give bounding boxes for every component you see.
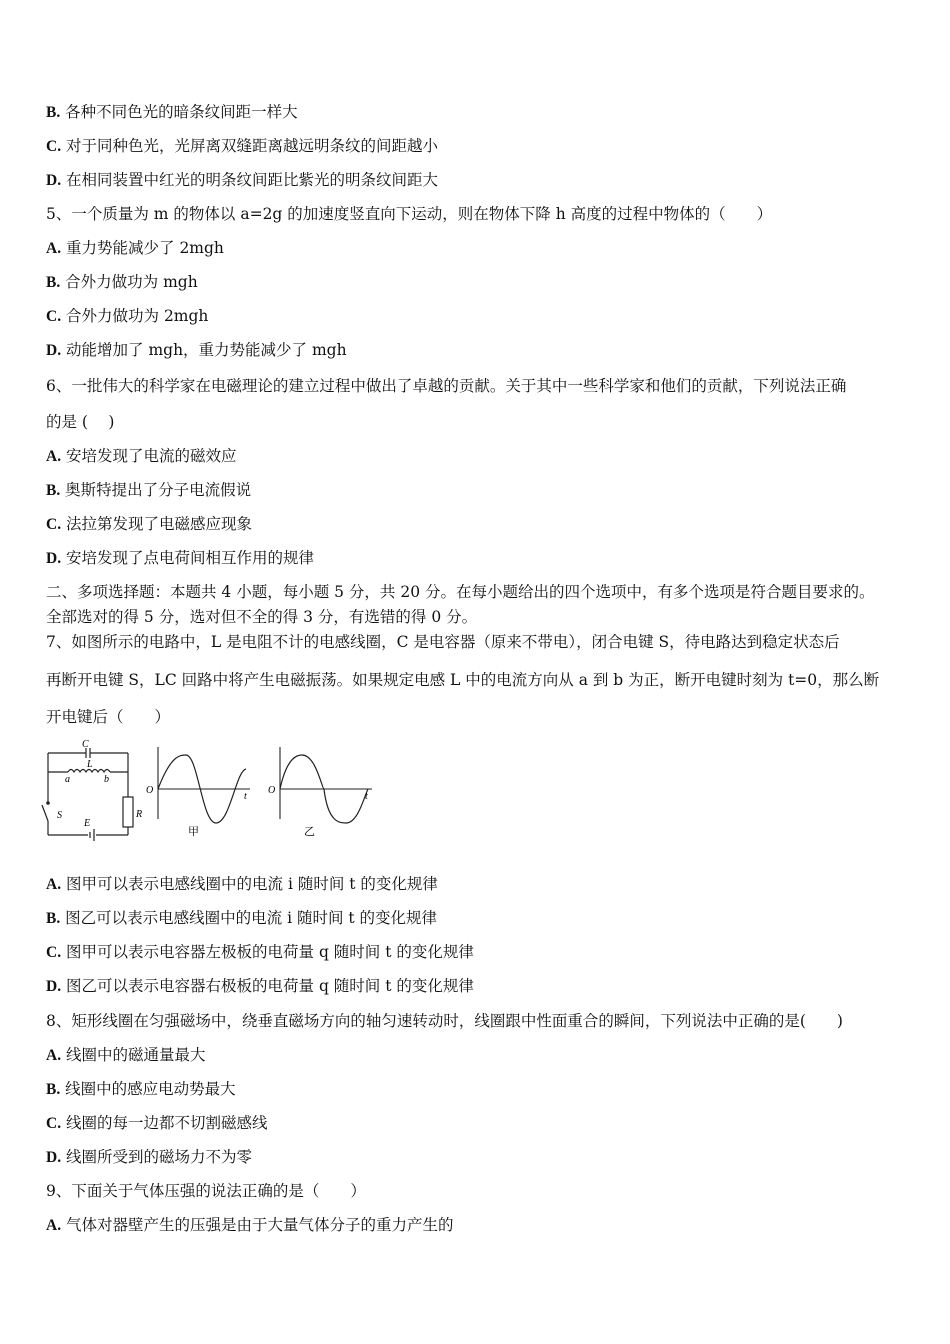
q9-stem: [46, 1181, 366, 1201]
option-text: 奥斯特提出了分子电流假说: [65, 481, 252, 499]
q5-stem: [46, 204, 772, 224]
graph-jia-caption: 甲: [188, 826, 199, 838]
option-label: A.: [46, 1047, 62, 1064]
q8-option-a: [46, 1045, 206, 1066]
q6-option-c: [46, 514, 252, 535]
graph-yi-axis-label: t: [365, 791, 368, 802]
label-c: C: [82, 739, 89, 750]
option-label: B.: [46, 1081, 61, 1098]
q6-stem-line1: [46, 376, 846, 396]
option-text: 法拉第发现了电磁感应现象: [66, 515, 253, 533]
option-text: 线圈中的磁通量最大: [66, 1046, 206, 1064]
q8-option-b: [46, 1079, 236, 1100]
q7-figure-svg: [40, 735, 380, 845]
label-l: L: [87, 759, 93, 770]
q6-option-b: [46, 480, 251, 501]
graph-jia-axis-label: t: [244, 791, 247, 802]
option-text: 合外力做功为 2mgh: [66, 307, 209, 325]
option-text: 对于同种色光，光屏离双缝距离越远明条纹的间距越小: [66, 137, 439, 155]
option-text: 安培发现了电流的磁效应: [66, 447, 237, 465]
option-text: 气体对器壁产生的压强是由于大量气体分子的重力产生的: [66, 1216, 454, 1234]
option-text: 线圈的每一边都不切割磁感线: [66, 1114, 268, 1132]
q7-stem-line2: [46, 670, 879, 690]
q5-option-a: [46, 238, 224, 259]
q8-option-d: [46, 1147, 252, 1168]
option-label: B.: [46, 104, 61, 121]
q6-stem-line2: [46, 412, 114, 432]
option-text: 安培发现了点电荷间相互作用的规律: [66, 549, 315, 567]
label-e: E: [84, 818, 91, 829]
option-text: 重力势能减少了 2mgh: [66, 239, 224, 257]
option-label: C.: [46, 516, 62, 533]
graph-jia-axes: [158, 747, 250, 819]
option-label: A.: [46, 240, 62, 257]
q4-option-c: [46, 136, 438, 157]
option-label: D.: [46, 172, 62, 189]
section-heading-line2: [46, 607, 477, 627]
q7-figure: [40, 735, 380, 845]
q7-option-d: [46, 976, 474, 997]
q5-option-c: [46, 306, 208, 327]
q9-option-a: [46, 1215, 454, 1236]
option-label: B.: [46, 482, 61, 499]
q7-option-c: [46, 942, 474, 963]
section-text: 全部选对的得 5 分，选对但不全的得 3 分，有选错的得 0 分。: [46, 608, 478, 626]
q5-option-d: [46, 340, 347, 361]
option-text: 各种不同色光的暗条纹间距一样大: [65, 103, 298, 121]
option-label: A.: [46, 448, 62, 465]
question-text: 6、一批伟大的科学家在电磁理论的建立过程中做出了卓越的贡献。关于其中一些科学家和他们的贡献，下列说法正确: [46, 377, 847, 395]
option-label: D.: [46, 342, 62, 359]
question-text: 7、如图所示的电路中，L 是电阻不计的电感线圈，C 是电容器（原来不带电），闭合电键 S，待电路达到稳定状态后: [46, 633, 840, 651]
label-b: b: [104, 774, 109, 785]
option-label: D.: [46, 978, 62, 995]
option-label: D.: [46, 550, 62, 567]
graph-yi-origin: O: [268, 785, 276, 796]
graph-jia-origin: O: [146, 785, 154, 796]
question-text: 8、矩形线圈在匀强磁场中，绕垂直磁场方向的轴匀速转动时，线圈跟中性面重合的瞬间，下列说法中正确的是( ): [46, 1012, 843, 1030]
option-label: C.: [46, 138, 62, 155]
option-label: B.: [46, 274, 61, 291]
option-text: 在相同装置中红光的明条纹间距比紫光的明条纹间距大: [66, 171, 439, 189]
section-text: 二、多项选择题：本题共 4 小题，每小题 5 分，共 20 分。在每小题给出的四个选项中，有多个选项是符合题目要求的。: [46, 583, 875, 601]
q8-stem: [46, 1011, 843, 1031]
q8-option-c: [46, 1113, 268, 1134]
label-s: S: [57, 810, 62, 821]
question-text: 的是 ( ): [46, 413, 115, 431]
option-text: 动能增加了 mgh，重力势能减少了 mgh: [66, 341, 347, 359]
option-label: D.: [46, 1149, 62, 1166]
q6-option-a: [46, 446, 237, 467]
option-label: B.: [46, 910, 61, 927]
question-text: 开电键后（ ）: [46, 708, 171, 726]
option-label: C.: [46, 1115, 62, 1132]
graph-yi-caption: 乙: [304, 826, 315, 838]
question-text: 再断开电键 S，LC 回路中将产生电磁振荡。如果规定电感 L 中的电流方向从 a 到 b 为正，断开电键时刻为 t=0，那么断: [46, 671, 880, 689]
q7-stem-line3: [46, 707, 170, 727]
option-label: A.: [46, 1217, 62, 1234]
option-text: 线圈所受到的磁场力不为零: [66, 1148, 253, 1166]
option-text: 图乙可以表示电感线圈中的电流 i 随时间 t 的变化规律: [65, 909, 438, 927]
q7-option-b: [46, 908, 437, 929]
option-text: 图甲可以表示电容器左极板的电荷量 q 随时间 t 的变化规律: [66, 943, 474, 961]
label-r: R: [136, 809, 143, 820]
q7-stem-line1: [46, 632, 840, 652]
q7-option-a: [46, 874, 438, 895]
q4-option-d: [46, 170, 438, 191]
q5-option-b: [46, 272, 198, 293]
question-text: 5、一个质量为 m 的物体以 a=2g 的加速度竖直向下运动，则在物体下降 h 高度的过程中物体的（ ）: [46, 205, 773, 223]
option-label: A.: [46, 876, 62, 893]
option-text: 合外力做功为 mgh: [65, 273, 198, 291]
option-text: 图乙可以表示电容器右极板的电荷量 q 随时间 t 的变化规律: [66, 977, 474, 995]
option-label: C.: [46, 308, 62, 325]
switch-contact-icon: [46, 801, 50, 805]
section-heading-line1: [46, 582, 875, 602]
question-text: 9、下面关于气体压强的说法正确的是（ ）: [46, 1182, 366, 1200]
option-text: 图甲可以表示电感线圈中的电流 i 随时间 t 的变化规律: [66, 875, 438, 893]
label-a: a: [65, 774, 70, 785]
q6-option-d: [46, 548, 314, 569]
option-text: 线圈中的感应电动势最大: [65, 1080, 236, 1098]
q4-option-b: [46, 102, 298, 123]
option-label: C.: [46, 944, 62, 961]
